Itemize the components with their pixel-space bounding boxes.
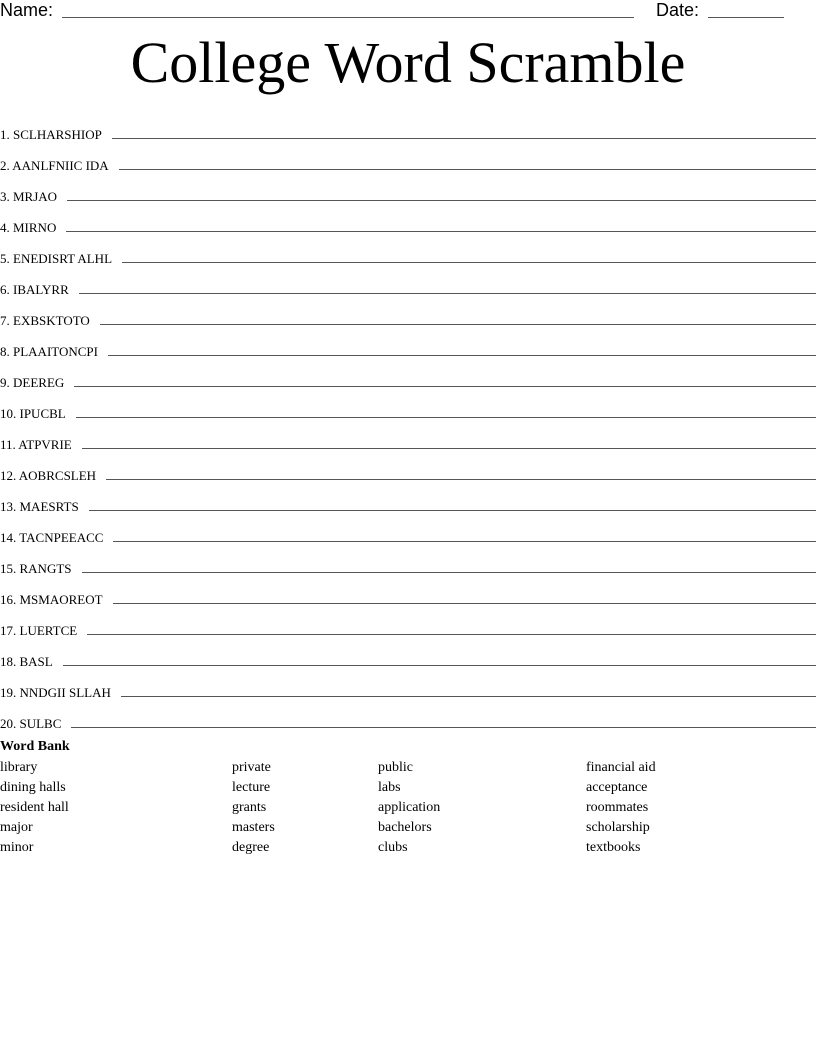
word-bank-column <box>378 760 440 860</box>
word-bank-column <box>232 760 275 860</box>
scrambled-word: 1. SCLHARSHIOP <box>0 127 102 142</box>
answer-line <box>113 602 816 604</box>
scrambled-word: 20. SULBC <box>0 716 62 731</box>
word-bank-item: textbooks <box>586 840 641 855</box>
puzzle-item <box>0 329 816 360</box>
word-bank-item: labs <box>378 780 401 795</box>
answer-line <box>74 385 816 387</box>
puzzle-item <box>0 360 816 391</box>
word-bank-item: clubs <box>378 840 408 855</box>
answer-line <box>71 726 816 728</box>
scrambled-word: 4. MIRNO <box>0 220 57 235</box>
answer-line <box>106 478 816 480</box>
answer-line <box>66 230 816 232</box>
word-bank-item: library <box>0 760 38 775</box>
puzzle-item <box>0 236 816 267</box>
answer-line <box>87 633 816 635</box>
answer-line <box>121 695 816 697</box>
puzzle-item <box>0 670 816 701</box>
puzzle-item <box>0 484 816 515</box>
word-bank-item: bachelors <box>378 820 432 835</box>
puzzle-item <box>0 515 816 546</box>
word-bank-title: Word Bank <box>0 739 70 754</box>
scrambled-word: 18. BASL <box>0 654 53 669</box>
scrambled-word: 3. MRJAO <box>0 189 58 204</box>
scrambled-word: 17. LUERTCE <box>0 623 78 638</box>
answer-line <box>108 354 816 356</box>
answer-line <box>67 199 816 201</box>
word-bank-item: degree <box>232 840 270 855</box>
word-bank-column <box>0 760 69 860</box>
puzzle-item <box>0 546 816 577</box>
answer-line <box>79 292 816 294</box>
answer-line <box>82 447 816 449</box>
puzzle-item <box>0 577 816 608</box>
scrambled-word: 11. ATPVRIE <box>0 437 72 452</box>
name-line <box>62 17 634 18</box>
word-bank-item: dining halls <box>0 780 66 795</box>
word-bank-item: masters <box>232 820 275 835</box>
puzzle-list <box>0 112 816 732</box>
answer-line <box>100 323 816 325</box>
word-bank-item: lecture <box>232 780 271 795</box>
puzzle-item <box>0 298 816 329</box>
date-line <box>708 17 784 18</box>
word-bank-item: public <box>378 760 413 775</box>
puzzle-item <box>0 143 816 174</box>
answer-line <box>89 509 816 511</box>
answer-line <box>112 137 816 139</box>
word-bank-item: private <box>232 760 271 775</box>
puzzle-item <box>0 608 816 639</box>
word-bank-column <box>586 760 656 860</box>
answer-line <box>76 416 816 418</box>
word-bank <box>0 760 816 860</box>
scrambled-word: 15. RANGTS <box>0 561 72 576</box>
date-label: Date: <box>656 0 700 20</box>
puzzle-item <box>0 422 816 453</box>
word-bank-item: scholarship <box>586 820 650 835</box>
scrambled-word: 10. IPUCBL <box>0 406 66 421</box>
answer-line <box>113 540 816 542</box>
puzzle-item <box>0 205 816 236</box>
scrambled-word: 7. EXBSKTOTO <box>0 313 90 328</box>
word-bank-item: major <box>0 820 33 835</box>
puzzle-item <box>0 174 816 205</box>
name-label: Name: <box>0 0 54 20</box>
scrambled-word: 6. IBALYRR <box>0 282 69 297</box>
word-bank-item: acceptance <box>586 780 648 795</box>
puzzle-item <box>0 267 816 298</box>
puzzle-item <box>0 639 816 670</box>
puzzle-item <box>0 112 816 143</box>
answer-line <box>119 168 816 170</box>
scrambled-word: 19. NNDGII SLLAH <box>0 685 111 700</box>
scrambled-word: 5. ENEDISRT ALHL <box>0 251 113 266</box>
scrambled-word: 14. TACNPEEACC <box>0 530 104 545</box>
puzzle-item <box>0 453 816 484</box>
answer-line <box>63 664 816 666</box>
scrambled-word: 13. MAESRTS <box>0 499 79 514</box>
puzzle-item <box>0 701 816 732</box>
puzzle-item <box>0 391 816 422</box>
scrambled-word: 16. MSMAOREOT <box>0 592 103 607</box>
scrambled-word: 2. AANLFNIIC IDA <box>0 158 109 173</box>
page-title: College Word Scramble <box>130 30 686 95</box>
answer-line <box>82 571 816 573</box>
header <box>0 0 816 24</box>
scrambled-word: 9. DEEREG <box>0 375 65 390</box>
answer-line <box>122 261 816 263</box>
word-bank-item: application <box>378 800 441 815</box>
scrambled-word: 12. AOBRCSLEH <box>0 468 97 483</box>
word-bank-item: resident hall <box>0 800 69 815</box>
word-bank-item: grants <box>232 800 267 815</box>
word-bank-item: minor <box>0 840 34 855</box>
word-bank-item: financial aid <box>586 760 656 775</box>
word-bank-item: roommates <box>586 800 649 815</box>
scrambled-word: 8. PLAAITONCPI <box>0 344 98 359</box>
